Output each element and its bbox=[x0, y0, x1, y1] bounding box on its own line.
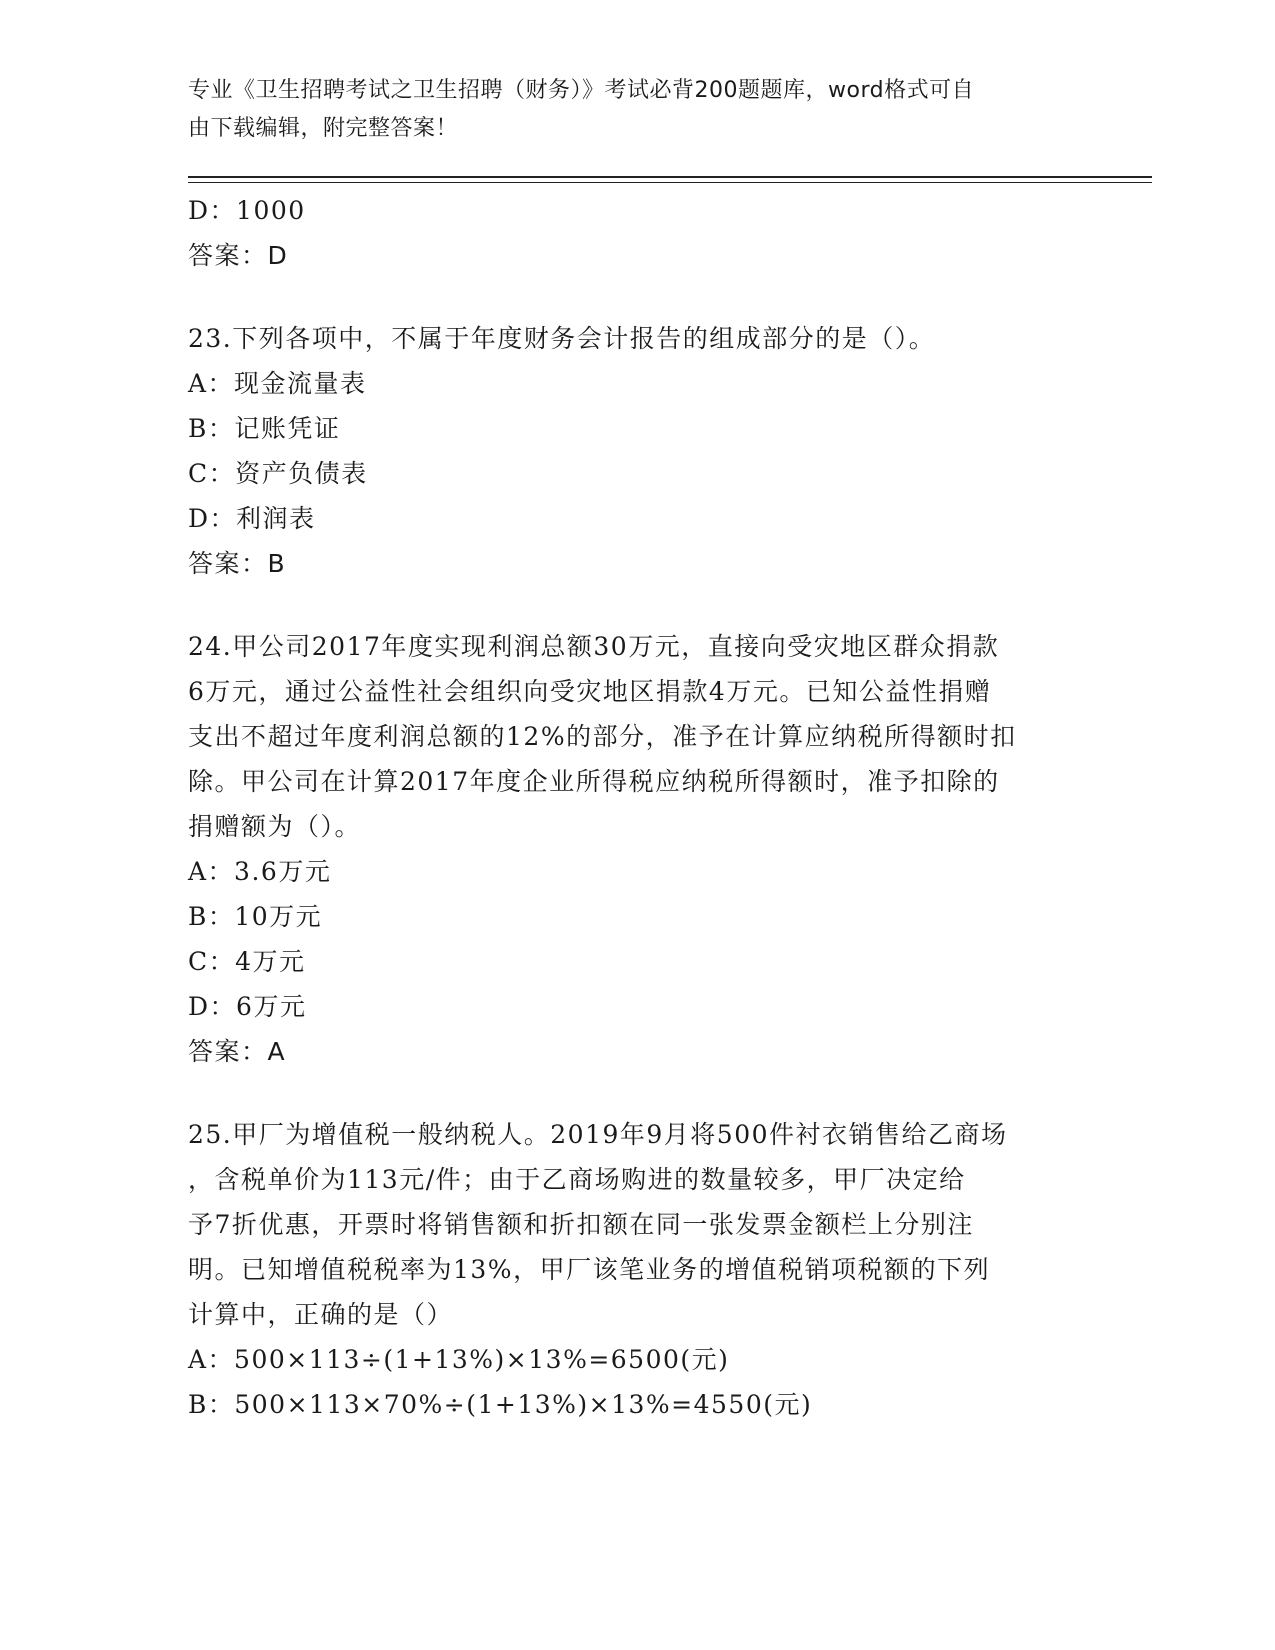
question-24 bbox=[188, 624, 1088, 1074]
option-d: D：6万元 bbox=[188, 992, 307, 1021]
document-body bbox=[188, 188, 1088, 1427]
option-b: B：500×113×70%÷(1+13%)×13%=4550(元) bbox=[188, 1390, 813, 1419]
answer: 答案：A bbox=[188, 1037, 287, 1066]
prev-answer: 答案：D bbox=[188, 241, 289, 270]
question-stem-line: 支出不超过年度利润总额的12%的部分，准予在计算应纳税所得额时扣 bbox=[188, 722, 1017, 751]
header-line-1: 专业《卫生招聘考试之卫生招聘（财务）》考试必背200题题库，word格式可自 bbox=[188, 78, 975, 103]
header-rule-thin bbox=[188, 182, 1152, 183]
question-stem-line: 25.甲厂为增值税一般纳税人。2019年9月将500件衬衣销售给乙商场 bbox=[188, 1120, 1008, 1149]
header-rule-thick bbox=[188, 176, 1152, 178]
question-stem-line: 捐赠额为（）。 bbox=[188, 812, 362, 841]
prev-option-d: D：1000 bbox=[188, 196, 306, 225]
question-stem-line: 除。甲公司在计算2017年度企业所得税应纳税所得额时，准予扣除的 bbox=[188, 767, 1000, 796]
question-stem-line: 计算中，正确的是（） bbox=[188, 1300, 454, 1329]
option-a: A：500×113÷(1+13%)×13%=6500(元) bbox=[188, 1345, 730, 1374]
question-25 bbox=[188, 1112, 1088, 1427]
question-23 bbox=[188, 316, 1088, 586]
question-stem-line: 明。已知增值税税率为13%，甲厂该笔业务的增值税销项税额的下列 bbox=[188, 1255, 991, 1284]
question-stem-line: 6万元，通过公益性社会组织向受灾地区捐款4万元。已知公益性捐赠 bbox=[188, 677, 992, 706]
document-header bbox=[188, 72, 1088, 148]
answer: 答案：B bbox=[188, 549, 287, 578]
header-line-2: 由下载编辑，附完整答案！ bbox=[188, 116, 459, 141]
question-stem-line: 23.下列各项中，不属于年度财务会计报告的组成部分的是（）。 bbox=[188, 324, 936, 353]
option-a: A：现金流量表 bbox=[188, 369, 367, 398]
option-d: D：利润表 bbox=[188, 504, 316, 533]
option-c: C：4万元 bbox=[188, 947, 306, 976]
question-stem-line: ，含税单价为113元/件；由于乙商场购进的数量较多，甲厂决定给 bbox=[188, 1165, 966, 1194]
question-stem-line: 予7折优惠，开票时将销售额和折扣额在同一张发票金额栏上分别注 bbox=[188, 1210, 974, 1239]
option-a: A：3.6万元 bbox=[188, 857, 332, 886]
option-b: B：10万元 bbox=[188, 902, 323, 931]
option-c: C：资产负债表 bbox=[188, 459, 368, 488]
question-stem-line: 24.甲公司2017年度实现利润总额30万元，直接向受灾地区群众捐款 bbox=[188, 632, 1000, 661]
option-b: B：记账凭证 bbox=[188, 414, 341, 443]
